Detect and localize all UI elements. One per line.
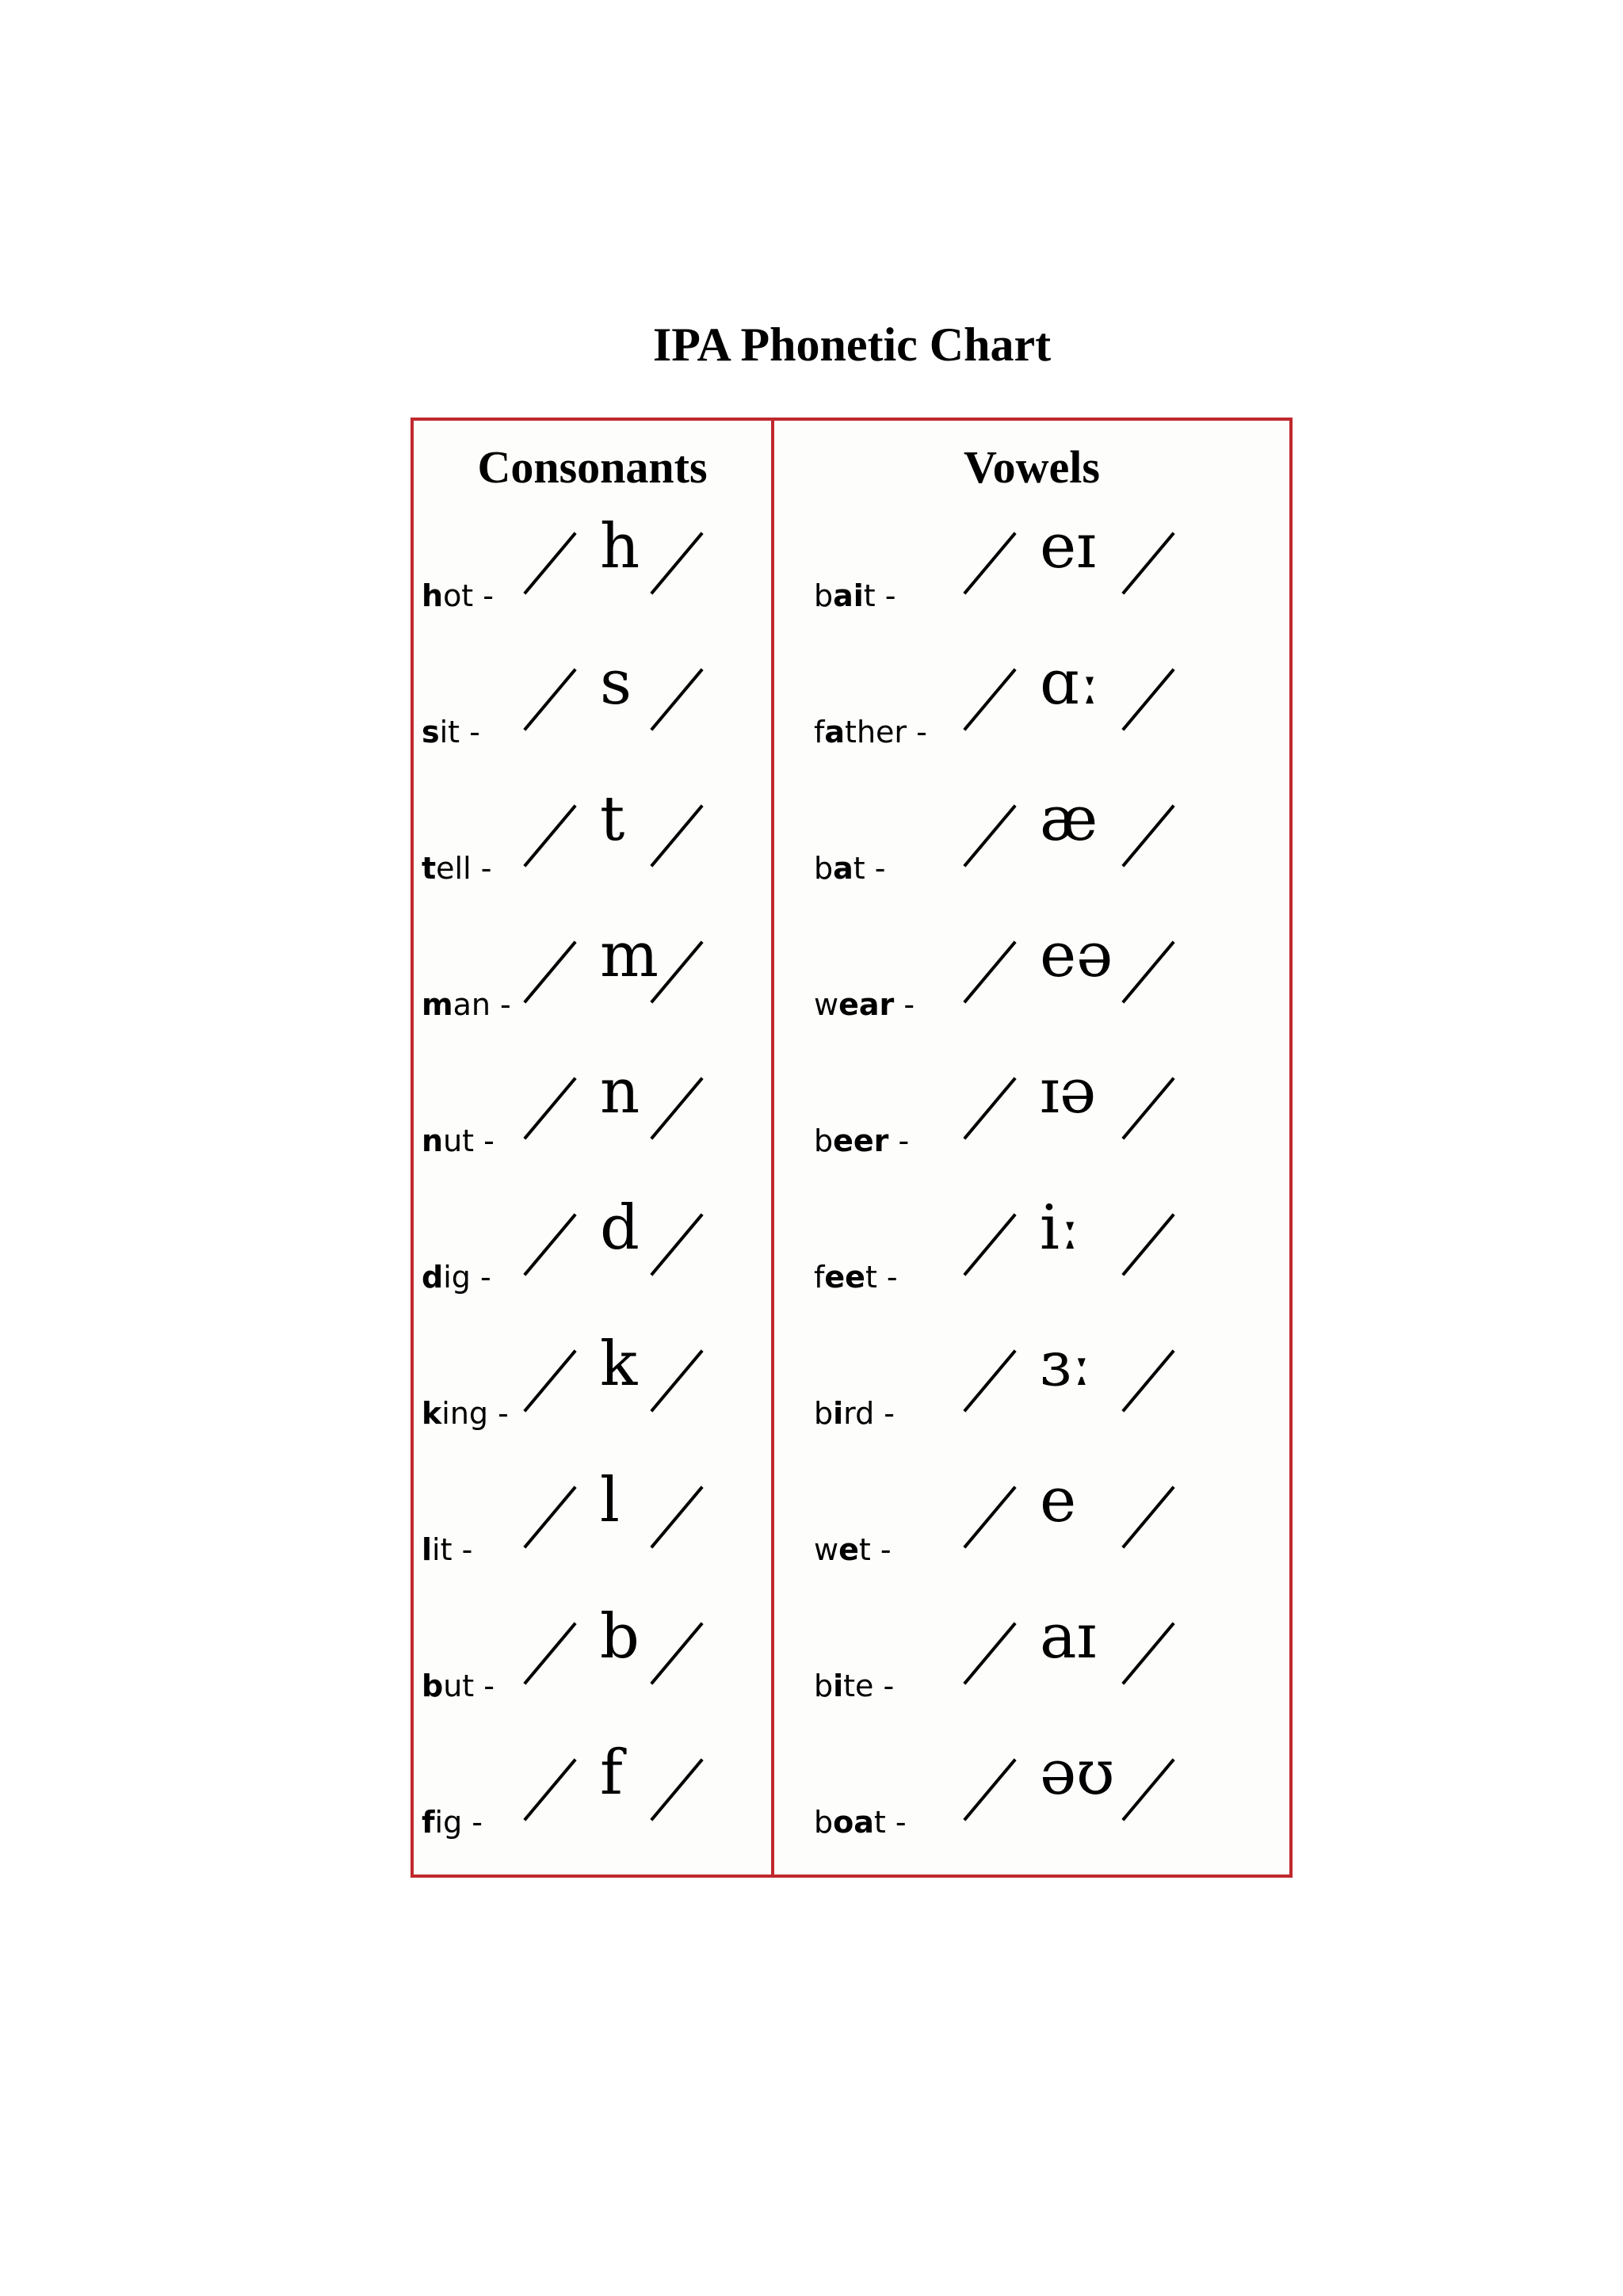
- right-slash: [650, 668, 703, 730]
- vowel-ipa-transcription: [972, 511, 1178, 611]
- vowel-example-word: [814, 717, 927, 747]
- ipa-symbol: ɜː: [1040, 1329, 1092, 1400]
- phonetic-chart-table: [411, 418, 1293, 1878]
- word-highlight: ear: [838, 987, 895, 1022]
- word-suffix: an -: [453, 987, 511, 1022]
- right-slash: [650, 1213, 703, 1276]
- ipa-symbol: m: [600, 920, 659, 991]
- consonant-example-word: [422, 987, 511, 1022]
- word-prefix: b: [814, 578, 834, 613]
- consonant-ipa-transcription: [533, 1056, 707, 1156]
- right-slash: [650, 804, 703, 867]
- ipa-symbol: s: [600, 647, 632, 719]
- ipa-symbol: b: [600, 1601, 640, 1672]
- vowel-example-word: [814, 578, 896, 613]
- right-slash: [1121, 668, 1174, 730]
- consonant-example-word: [422, 1532, 473, 1567]
- vowel-example-word: [814, 1805, 907, 1840]
- left-slash: [523, 1758, 576, 1821]
- left-slash: [963, 804, 1016, 867]
- vowel-row: [774, 647, 1289, 771]
- word-suffix: ing -: [441, 1396, 509, 1431]
- word-highlight: eer: [833, 1123, 889, 1158]
- right-slash: [650, 1349, 703, 1412]
- consonant-row: [414, 1329, 771, 1452]
- right-slash: [650, 1486, 703, 1548]
- vowel-ipa-transcription: [972, 1192, 1178, 1292]
- consonant-row: [414, 1192, 771, 1316]
- right-slash: [1121, 532, 1174, 594]
- ipa-symbol: eɪ: [1040, 511, 1097, 582]
- right-slash: [650, 1077, 703, 1139]
- word-suffix: it -: [432, 1532, 473, 1567]
- consonant-example-word: [422, 1671, 495, 1701]
- word-highlight: i: [833, 1396, 844, 1431]
- vowel-ipa-transcription: [972, 1737, 1178, 1837]
- consonant-ipa-transcription: [533, 784, 707, 883]
- consonant-example-word: [422, 1805, 483, 1840]
- vowel-row: [774, 511, 1289, 635]
- chart-title: IPA Phonetic Chart: [652, 318, 1052, 371]
- vowel-ipa-transcription: [972, 1329, 1178, 1428]
- ipa-symbol: ɑː: [1040, 647, 1101, 719]
- word-highlight: s: [422, 715, 440, 749]
- right-slash: [650, 532, 703, 594]
- word-suffix: it -: [439, 715, 480, 749]
- consonants-header: Consonants: [477, 441, 708, 493]
- right-slash: [1121, 1622, 1174, 1684]
- vowel-example-word: [814, 1532, 892, 1567]
- word-suffix: ther -: [845, 715, 927, 749]
- consonant-row: [414, 1056, 771, 1180]
- left-slash: [523, 1622, 576, 1684]
- word-highlight: m: [422, 987, 453, 1022]
- word-suffix: -: [888, 1123, 910, 1158]
- word-prefix: w: [814, 987, 839, 1022]
- left-slash: [963, 1213, 1016, 1276]
- left-slash: [523, 1349, 576, 1412]
- consonant-ipa-transcription: [533, 511, 707, 611]
- right-slash: [1121, 940, 1174, 1003]
- word-suffix: t -: [873, 1805, 907, 1840]
- left-slash: [963, 1758, 1016, 1821]
- ipa-symbol: iː: [1040, 1192, 1081, 1264]
- vowel-ipa-transcription: [972, 1056, 1178, 1156]
- right-slash: [1121, 1486, 1174, 1548]
- word-suffix: t -: [863, 578, 896, 613]
- vowel-row: [774, 1329, 1289, 1452]
- word-suffix: t -: [858, 1532, 892, 1567]
- consonant-row: [414, 1465, 771, 1589]
- vowel-example-word: [814, 1671, 894, 1701]
- left-slash: [963, 532, 1016, 594]
- left-slash: [523, 1213, 576, 1276]
- consonant-row: [414, 511, 771, 635]
- consonant-ipa-transcription: [533, 1465, 707, 1565]
- consonant-row: [414, 1601, 771, 1725]
- right-slash: [1121, 1349, 1174, 1412]
- consonant-example-word: [422, 578, 495, 613]
- ipa-symbol: t: [600, 784, 625, 855]
- vowel-row: [774, 1465, 1289, 1589]
- ipa-symbol: h: [600, 511, 640, 582]
- right-slash: [650, 1622, 703, 1684]
- right-slash: [650, 1758, 703, 1821]
- consonant-example-word: [422, 1123, 495, 1158]
- word-highlight: l: [422, 1532, 433, 1567]
- word-highlight: ee: [824, 1260, 865, 1295]
- word-prefix: w: [814, 1532, 839, 1567]
- consonant-example-word: [422, 717, 480, 747]
- word-suffix: te -: [843, 1669, 895, 1703]
- word-prefix: f: [814, 715, 825, 749]
- left-slash: [963, 1622, 1016, 1684]
- word-suffix: rd -: [843, 1396, 896, 1431]
- left-slash: [523, 940, 576, 1003]
- left-slash: [963, 1077, 1016, 1139]
- vowel-ipa-transcription: [972, 784, 1178, 883]
- vowel-row: [774, 1737, 1289, 1861]
- consonant-row: [414, 647, 771, 771]
- word-highlight: b: [422, 1669, 444, 1703]
- word-suffix: t -: [853, 851, 886, 886]
- word-suffix: ut -: [443, 1669, 495, 1703]
- consonant-example-word: [422, 851, 492, 886]
- word-suffix: ot -: [443, 578, 495, 613]
- vowel-example-word: [814, 1260, 898, 1295]
- ipa-symbol: d: [600, 1192, 640, 1264]
- word-highlight: a: [833, 851, 854, 886]
- word-highlight: t: [422, 851, 437, 886]
- left-slash: [963, 940, 1016, 1003]
- left-slash: [523, 668, 576, 730]
- word-prefix: b: [814, 1396, 834, 1431]
- ipa-symbol: f: [600, 1737, 623, 1809]
- right-slash: [1121, 1213, 1174, 1276]
- word-prefix: f: [814, 1260, 825, 1295]
- word-prefix: b: [814, 1123, 834, 1158]
- vowel-ipa-transcription: [972, 647, 1178, 747]
- word-suffix: ig -: [443, 1260, 491, 1295]
- ipa-symbol: eə: [1040, 920, 1113, 991]
- word-prefix: b: [814, 1669, 834, 1703]
- vowel-row: [774, 1056, 1289, 1180]
- left-slash: [963, 668, 1016, 730]
- right-slash: [1121, 804, 1174, 867]
- ipa-symbol: n: [600, 1056, 640, 1127]
- word-prefix: b: [814, 1805, 834, 1840]
- word-highlight: e: [838, 1532, 859, 1567]
- consonant-ipa-transcription: [533, 1601, 707, 1701]
- vowel-row: [774, 1601, 1289, 1725]
- right-slash: [1121, 1758, 1174, 1821]
- word-suffix: ell -: [436, 851, 492, 886]
- consonant-ipa-transcription: [533, 1329, 707, 1428]
- ipa-symbol: əʊ: [1040, 1737, 1115, 1809]
- word-suffix: ut -: [443, 1123, 495, 1158]
- vowel-example-word: [814, 1396, 896, 1431]
- consonant-example-word: [422, 1260, 491, 1295]
- left-slash: [963, 1486, 1016, 1548]
- word-highlight: a: [824, 715, 846, 749]
- left-slash: [523, 1486, 576, 1548]
- word-highlight: n: [422, 1123, 444, 1158]
- consonant-ipa-transcription: [533, 647, 707, 747]
- vowel-example-word: [814, 1123, 910, 1158]
- vowel-ipa-transcription: [972, 920, 1178, 1020]
- word-suffix: ig -: [434, 1805, 483, 1840]
- vowel-row: [774, 784, 1289, 907]
- word-prefix: b: [814, 851, 834, 886]
- consonant-row: [414, 784, 771, 907]
- ipa-symbol: aɪ: [1040, 1601, 1097, 1672]
- consonant-ipa-transcription: [533, 920, 707, 1020]
- ipa-symbol: k: [600, 1329, 638, 1400]
- vowel-row: [774, 920, 1289, 1043]
- ipa-symbol: l: [600, 1465, 620, 1536]
- consonant-ipa-transcription: [533, 1737, 707, 1837]
- right-slash: [1121, 1077, 1174, 1139]
- word-highlight: i: [833, 1669, 844, 1703]
- consonant-ipa-transcription: [533, 1192, 707, 1292]
- vowel-example-word: [814, 987, 915, 1022]
- left-slash: [963, 1349, 1016, 1412]
- vowel-example-word: [814, 851, 886, 886]
- word-suffix: -: [894, 987, 915, 1022]
- vowel-ipa-transcription: [972, 1465, 1178, 1565]
- consonant-example-word: [422, 1396, 509, 1431]
- consonant-row: [414, 920, 771, 1043]
- consonant-row: [414, 1737, 771, 1861]
- word-highlight: ai: [833, 578, 864, 613]
- word-highlight: h: [422, 578, 444, 613]
- word-highlight: d: [422, 1260, 444, 1295]
- word-highlight: f: [422, 1805, 435, 1840]
- vowels-header: Vowels: [964, 441, 1100, 493]
- ipa-symbol: ɪə: [1040, 1056, 1097, 1127]
- vowel-row: [774, 1192, 1289, 1316]
- word-highlight: k: [422, 1396, 442, 1431]
- ipa-symbol: æ: [1040, 784, 1098, 855]
- left-slash: [523, 532, 576, 594]
- word-highlight: oa: [833, 1805, 874, 1840]
- vowel-ipa-transcription: [972, 1601, 1178, 1701]
- left-slash: [523, 804, 576, 867]
- left-slash: [523, 1077, 576, 1139]
- ipa-symbol: e: [1040, 1465, 1077, 1536]
- word-suffix: t -: [865, 1260, 898, 1295]
